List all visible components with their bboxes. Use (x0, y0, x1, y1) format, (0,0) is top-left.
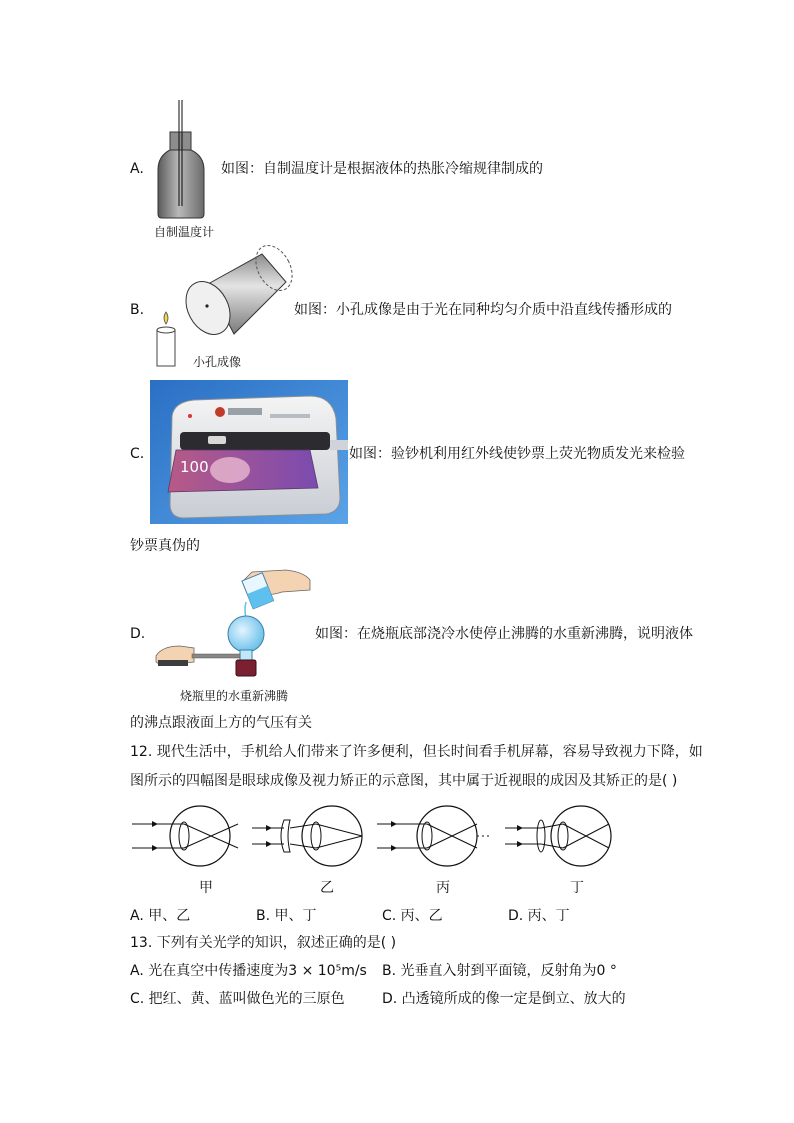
option-d-text-cont: 的沸点跟液面上方的气压有关 (130, 715, 312, 731)
banknote-100-label: 100 (180, 458, 209, 476)
q13-option-a[interactable]: A. 光在真空中传播速度为3 × 10⁵m/s (130, 963, 367, 979)
option-a-caption: 自制温度计 (154, 225, 215, 239)
option-b-caption: 小孔成像 (193, 355, 242, 369)
eye-diagram-bing (375, 800, 495, 870)
thermometer-bottle-figure (152, 98, 222, 220)
banknote-detector-photo (150, 380, 348, 524)
eye-diagram-ding (503, 800, 615, 870)
q12-stem-line1: 12. 现代生活中，手机给人们带来了许多便利，但长时间看手机屏幕，容易导致视力下降，如 (130, 744, 703, 760)
option-a-text: 如图：自制温度计是根据液体的热胀冷缩规律制成的 (221, 161, 543, 177)
flask-boiling-figure (150, 566, 316, 684)
option-c-text: 如图：验钞机利用红外线使钞票上荧光物质发光来检验 (349, 446, 685, 462)
q12-option-c[interactable]: C. 丙、乙 (382, 908, 443, 924)
eye-diagram-yi (250, 800, 365, 870)
q12-option-d[interactable]: D. 丙、丁 (508, 908, 570, 924)
option-a-letter: A. (130, 161, 144, 177)
q13-option-c[interactable]: C. 把红、黄、蓝叫做色光的三原色 (130, 991, 345, 1007)
q13-option-b[interactable]: B. 光垂直入射到平面镜，反射角为0 ° (382, 963, 617, 979)
option-d-text: 如图：在烧瓶底部浇冷水使停止沸腾的水重新沸腾，说明液体 (315, 626, 693, 642)
option-d-caption: 烧瓶里的水重新沸腾 (180, 689, 289, 703)
q12-stem-line2: 图所示的四幅图是眼球成像及视力矫正的示意图，其中属于近视眼的成因及其矫正的是( ) (130, 773, 678, 789)
option-c-text-cont: 钞票真伪的 (130, 538, 200, 554)
eye-diagram-jia (130, 800, 240, 870)
eye-label-bing: 丙 (436, 880, 450, 896)
eye-label-ding: 丁 (570, 880, 584, 896)
option-c-letter: C. (130, 446, 145, 462)
eye-label-jia: 甲 (199, 880, 213, 896)
q12-option-a[interactable]: A. 甲、乙 (130, 908, 191, 924)
option-d-letter: D. (130, 626, 146, 642)
q13-stem: 13. 下列有关光学的知识，叙述正确的是( ) (130, 935, 397, 951)
q13-option-d[interactable]: D. 凸透镜所成的像一定是倒立、放大的 (382, 991, 626, 1007)
eye-label-yi: 乙 (320, 880, 334, 896)
option-b-text: 如图：小孔成像是由于光在同种均匀介质中沿直线传播形成的 (294, 302, 672, 318)
option-b-letter: B. (130, 302, 145, 318)
q12-option-b[interactable]: B. 甲、丁 (256, 908, 317, 924)
